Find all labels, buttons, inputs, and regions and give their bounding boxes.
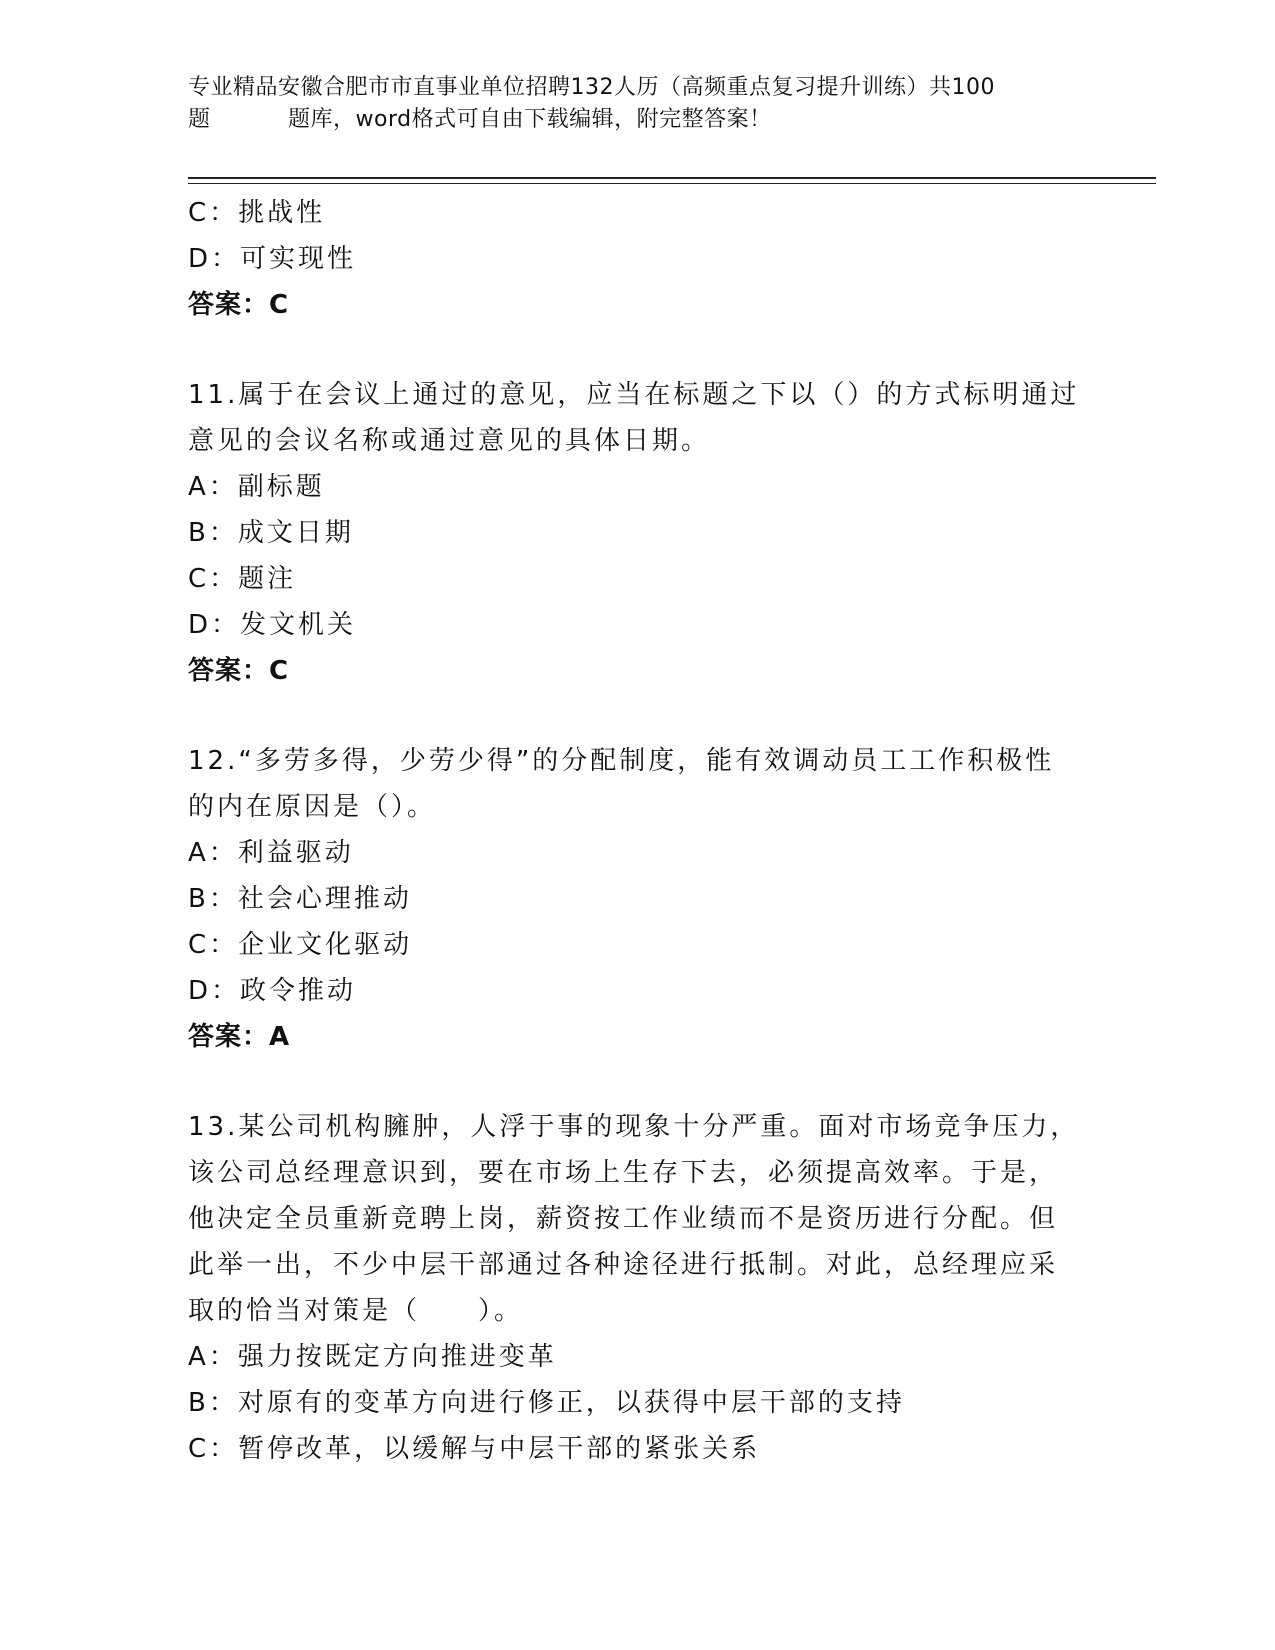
question-11 — [188, 372, 1088, 694]
option-b: B：社会心理推动 — [188, 884, 412, 914]
header-title-line2-left: 题 — [188, 107, 211, 132]
question-text: 取的恰当对策是（ ）。 — [188, 1296, 524, 1326]
question-text: 的内在原因是（）。 — [188, 792, 437, 822]
option-b: B：成文日期 — [188, 518, 354, 548]
option-c: C：企业文化驱动 — [188, 930, 413, 960]
header-title-line1: 专业精品安徽合肥市市直事业单位招聘132人历（高频重点复习提升训练）共100 — [188, 75, 995, 100]
question-text: 此举一出，不少中层干部通过各种途径进行抵制。对此，总经理应采 — [188, 1250, 1059, 1280]
question-text: 12.“多劳多得，少劳少得”的分配制度，能有效调动员工工作积极性 — [188, 746, 1055, 776]
prev-question-block — [188, 190, 1088, 328]
header-divider-thick — [188, 177, 1156, 179]
option-a: A：副标题 — [188, 472, 325, 502]
question-text: 意见的会议名称或通过意见的具体日期。 — [188, 426, 711, 456]
option-c: C：挑战性 — [188, 198, 326, 228]
question-content — [188, 190, 1088, 1472]
question-12 — [188, 738, 1088, 1060]
header-divider-thin — [188, 183, 1156, 184]
answer-line: 答案：C — [188, 290, 290, 320]
option-a: A：利益驱动 — [188, 838, 354, 868]
option-d: D：可实现性 — [188, 244, 357, 274]
question-text: 该公司总经理意识到，要在市场上生存下去，必须提高效率。于是， — [188, 1158, 1059, 1188]
question-text: 13.某公司机构臃肿，人浮于事的现象十分严重。面对市场竞争压力， — [188, 1112, 1080, 1142]
question-text: 他决定全员重新竞聘上岗，薪资按工作业绩而不是资历进行分配。但 — [188, 1204, 1059, 1234]
answer-line: 答案：A — [188, 1022, 291, 1052]
option-a: A：强力按既定方向推进变革 — [188, 1342, 557, 1372]
answer-line: 答案：C — [188, 656, 290, 686]
question-13 — [188, 1104, 1088, 1472]
option-c: C：暂停改革，以缓解与中层干部的紧张关系 — [188, 1434, 761, 1464]
header-title-line2-right: 题库，word格式可自由下载编辑，附完整答案！ — [288, 107, 772, 132]
question-text: 11.属于在会议上通过的意见，应当在标题之下以（）的方式标明通过 — [188, 380, 1080, 410]
page-header — [188, 72, 1088, 136]
option-d: D：发文机关 — [188, 610, 357, 640]
option-d: D：政令推动 — [188, 976, 357, 1006]
option-c: C：题注 — [188, 564, 297, 594]
header-title-line2 — [188, 104, 1088, 136]
option-b: B：对原有的变革方向进行修正，以获得中层干部的支持 — [188, 1388, 905, 1418]
